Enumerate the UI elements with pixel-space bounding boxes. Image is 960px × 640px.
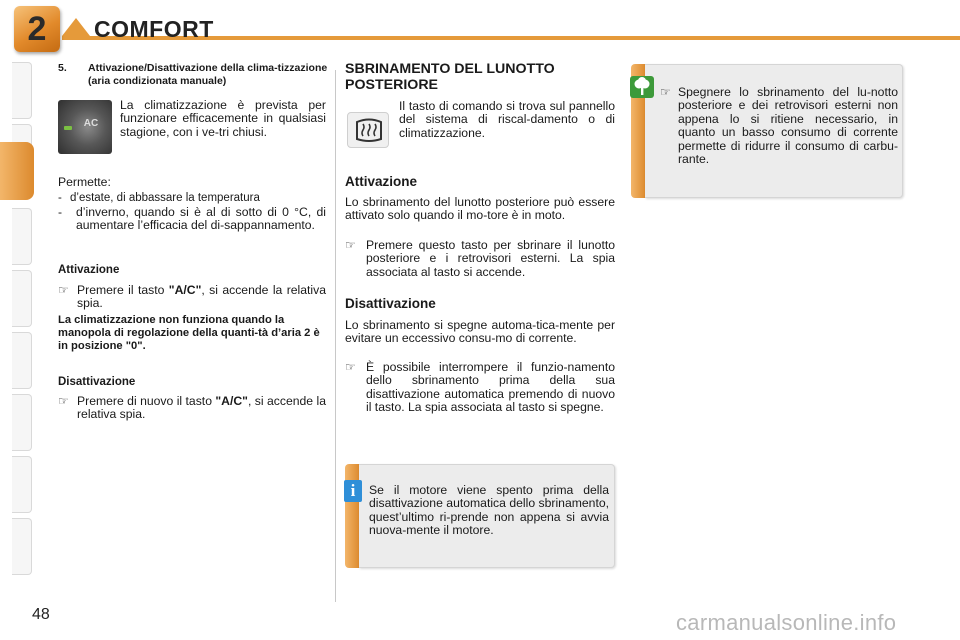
chapter-tab[interactable] <box>12 62 32 119</box>
chapter-tab[interactable] <box>12 456 32 513</box>
ac-indicator-led <box>64 126 72 130</box>
ac-button-label: AC <box>83 118 99 129</box>
disattivazione-bullet-text: Premere di nuovo il tasto "A/C", si accende la relativa spia. <box>77 394 326 422</box>
disattivazione-heading: Disattivazione <box>58 376 136 388</box>
section-heading-text: Attivazione/Disattivazione della clima-tizzazione (aria condizionata manuale) <box>88 62 328 87</box>
permette-label: Permette: <box>58 175 111 189</box>
dash-mark: - <box>58 205 63 219</box>
chapter-number: 2 <box>27 10 47 48</box>
header-notch <box>62 18 90 36</box>
pointing-hand-icon: ☞ <box>58 283 69 297</box>
chapter-tab-active[interactable] <box>0 142 34 200</box>
defrost-deactivation-bullet <box>345 361 615 415</box>
ac-key-label: "A/C" <box>168 283 202 297</box>
chapter-tab[interactable] <box>12 518 32 575</box>
warning-note: La climatizzazione non funziona quando la manopola di regolazione della quanti-tà d’aria 2 è in posizione "0". <box>58 314 320 352</box>
page-number: 48 <box>32 606 50 623</box>
defrost-activation-bullet <box>345 239 615 279</box>
info-note-text: Se il motore viene spento prima della disattivazione automatica dello sbrinamento, quest’ultimo ri-prende non appena si avvia nuova-mente il motore. <box>369 483 609 538</box>
chapter-tab-strip <box>0 62 34 576</box>
defrost-activation-bullet-text: Premere questo tasto per sbrinare il lunotto posteriore e i retrovisori esterni. La spia associata al tasto si accende. <box>366 238 615 279</box>
disattivazione-heading: Disattivazione <box>345 296 436 311</box>
page-header <box>0 0 960 48</box>
chapter-tab[interactable] <box>12 394 32 451</box>
rear-defrost-icon <box>347 112 389 148</box>
chapter-tab[interactable] <box>12 208 32 265</box>
chapter-tab[interactable] <box>12 270 32 327</box>
column-divider <box>335 70 336 602</box>
section-title: SBRINAMENTO DEL LUNOTTO POSTERIORE <box>345 61 555 93</box>
ac-button-image <box>58 100 112 154</box>
chapter-title: COMFORT <box>94 16 214 42</box>
pointing-hand-icon: ☞ <box>345 238 356 252</box>
defrost-deactivation-text: Lo sbrinamento si spegne automa-tica-mente per evitare un eccessivo consu-mo di corrente. <box>345 318 615 346</box>
watermark: carmanualsonline.info <box>676 610 897 635</box>
attivazione-heading: Attivazione <box>58 264 120 276</box>
eco-note-text: Spegnere lo sbrinamento del lu-notto posteriore e dei retrovisori esterni non appena lo si ritiene necessario, in quanto un basso consumo di corrente permette di ridurre il consumo di carbu-rante. <box>678 85 898 167</box>
defrost-deactivation-bullet-text: È possibile interrompere il funzio-namento dello sbrinamento prima della sua disattivazione automatica premendo di nuovo il tasto. La spia associata al tasto si spegne. <box>366 360 615 415</box>
dash-mark: - <box>58 192 62 204</box>
attivazione-bullet-text: Premere il tasto "A/C", si accende la relativa spia. <box>77 283 326 311</box>
ac-intro-text: La climatizzazione è prevista per funzionare efficacemente in qualsiasi stagione, con i ve-tri chiusi. <box>120 98 326 139</box>
eco-note-bullet <box>660 86 898 166</box>
info-icon: i <box>344 480 362 502</box>
pointing-hand-icon: ☞ <box>345 360 356 374</box>
list-item <box>58 206 326 233</box>
list-item <box>58 192 326 205</box>
ac-key-label: "A/C" <box>215 394 248 408</box>
pointing-hand-icon: ☞ <box>660 85 671 99</box>
chapter-tab[interactable] <box>12 332 32 389</box>
attivazione-heading: Attivazione <box>345 174 418 189</box>
attivazione-bullet <box>58 284 326 311</box>
defrost-location-text: Il tasto di comando si trova sul pannello del sistema di riscal-damento o di climatizzazione. <box>399 99 615 140</box>
chapter-badge <box>14 6 60 52</box>
list-item-text: d’inverno, quando si è al di sotto di 0 °C, di aumentare l’efficacia del di-sappannamento. <box>76 205 326 233</box>
disattivazione-bullet <box>58 395 326 422</box>
section-heading <box>58 62 330 88</box>
leaf-eco-icon <box>630 76 654 98</box>
section-number: 5. <box>58 62 67 74</box>
list-item-text: d’estate, di abbassare la temperatura <box>70 192 260 204</box>
defrost-activation-text: Lo sbrinamento del lunotto posteriore può essere attivato solo quando il mo-tore è in moto. <box>345 195 615 223</box>
pointing-hand-icon: ☞ <box>58 394 69 408</box>
